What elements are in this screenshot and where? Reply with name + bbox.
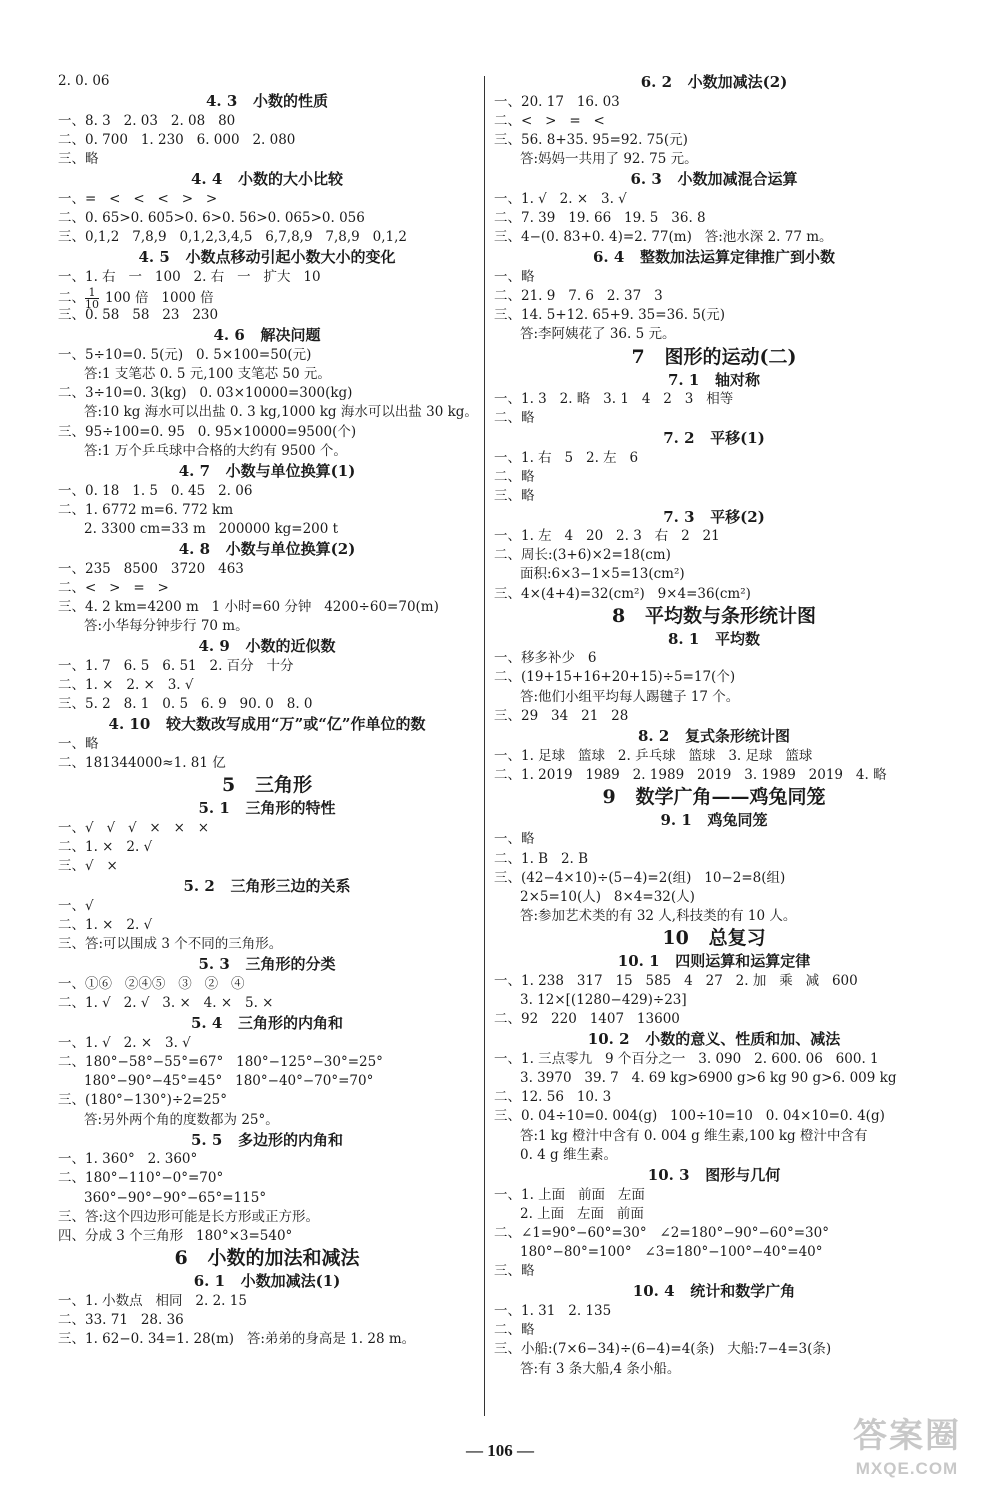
section-heading: 9. 1 鸡兔同笼 — [660, 810, 768, 829]
answer-line: 一、1. 三点零九 9 个百分之一 3. 090 2. 600. 06 600. 1 — [494, 1050, 879, 1067]
answer-line: 三、4×(4+4)=32(cm²) 9×4=36(cm²) — [494, 585, 751, 602]
answer-line: 三、29 34 21 28 — [494, 707, 629, 724]
answer-line: 2. 0. 06 — [58, 73, 110, 89]
answer-line: 二、1. × 2. × 3. √ — [58, 677, 194, 693]
answer-line: 一、1. 31 2. 135 — [494, 1302, 612, 1319]
answer-line: 四、分成 3 个三角形 180°×3=540° — [58, 1227, 293, 1244]
section-heading: 10. 1 四则运算和运算定律 — [617, 952, 811, 971]
answer-line: 三、答:可以围成 3 个不同的三角形。 — [58, 936, 283, 953]
section-heading: 8. 1 平均数 — [668, 629, 760, 648]
answer-line: 二、92 220 1407 13600 — [494, 1011, 680, 1028]
section-heading: 4. 7 小数与单位换算(1) — [178, 462, 356, 480]
answer-prefix: 二、 — [58, 290, 85, 306]
answer-line: 三、(42−4×10)÷(5−4)=2(组) 10−2=8(组) — [494, 869, 786, 886]
page-number-value: 106 — [487, 1441, 513, 1460]
answer-line: 二、1. √ 2. √ 3. × 4. × 5. × — [58, 995, 274, 1012]
answer-line: 一、略 — [58, 735, 99, 752]
answer-line: 一、略 — [494, 268, 535, 285]
answer-line-indented: 答:另外两个角的度数都为 25°。 — [84, 1111, 279, 1128]
answer-line: 三、√ × — [58, 858, 118, 875]
answer-line-indented: 答:李阿姨花了 36. 5 元。 — [520, 326, 676, 343]
answer-line: 三、14. 5+12. 65+9. 35=36. 5(元) — [494, 307, 725, 324]
chapter-heading: 9 数学广角——鸡兔同笼 — [602, 785, 826, 808]
answer-line: 三、4−(0. 83+0. 4)=2. 77(m) 答:池水深 2. 77 m。 — [494, 229, 833, 246]
answer-line: 一、1. 7 6. 5 6. 51 2. 百分 十分 — [58, 657, 294, 674]
answer-line: 二、3÷10=0. 3(kg) 0. 03×10000=300(kg) — [58, 385, 353, 402]
answer-line: 一、1. 左 4 20 2. 3 右 2 21 — [494, 528, 720, 544]
section-heading: 10. 4 统计和数学广角 — [632, 1282, 796, 1301]
section-heading: 5. 3 三角形的分类 — [198, 955, 336, 974]
answer-line: 二、1. 2019 1989 2. 1989 2019 3. 1989 2019 4. 略 — [494, 766, 887, 783]
answer-line-indented: 答:小华每分钟步行 70 m。 — [84, 618, 249, 635]
answer-line: 二、1. × 2. √ — [58, 838, 153, 855]
section-heading: 4. 3 小数的性质 — [206, 92, 328, 111]
answer-line-indented: 2. 上面 左面 前面 — [520, 1205, 644, 1222]
chapter-heading: 5 三角形 — [221, 774, 313, 797]
section-heading: 5. 1 三角形的特性 — [198, 799, 336, 818]
answer-line: 二、12. 56 10. 3 — [494, 1089, 612, 1106]
answer-line: 三、略 — [494, 1263, 535, 1280]
answer-line: 三、略 — [494, 488, 535, 505]
chapter-heading: 6 小数的加法和减法 — [174, 1247, 360, 1270]
answer-line: 一、235 8500 3720 463 — [58, 560, 244, 577]
answer-line-indented: 180°−80°=100° ∠3=180°−100°−40°=40° — [520, 1244, 823, 1261]
answer-line: 三、小船:(7×6−34)÷(6−4)=4(条) 大船:7−4=3(条) — [494, 1341, 832, 1358]
answer-line: 一、1. 右 5 2. 左 6 — [494, 449, 639, 466]
right-column — [494, 72, 934, 1379]
chapter-heading: 8 平均数与条形统计图 — [611, 604, 817, 627]
answer-line: 三、0. 58 58 23 230 — [58, 307, 219, 324]
answer-line-indented: 3. 3970 39. 7 4. 69 kg>6900 g>6 kg 90 g>6. 009 kg — [520, 1070, 897, 1087]
section-heading: 10. 2 小数的意义、性质和加、减法 — [587, 1030, 841, 1049]
page-number: — 106 — — [466, 1441, 534, 1460]
answer-line: 二、180°−110°−0°=70° — [58, 1170, 224, 1187]
answer-line-indented: 答:参加艺术类的有 32 人,科技类的有 10 人。 — [520, 908, 797, 925]
answer-line: 二、(19+15+16+20+15)÷5=17(个) — [494, 669, 736, 686]
column-divider — [484, 76, 485, 1416]
answer-line: 二、< > = > — [58, 579, 169, 596]
answer-line: 一、1. 足球 篮球 2. 乒乓球 篮球 3. 足球 篮球 — [494, 747, 813, 764]
answer-line: 一、①⑥ ②④⑤ ③ ② ④ — [58, 975, 245, 992]
answer-line-indented: 答:1 万个乒乓球中合格的大约有 9500 个。 — [84, 442, 347, 459]
section-heading: 5. 4 三角形的内角和 — [191, 1014, 343, 1033]
answer-line: 三、1. 62−0. 34=1. 28(m) 答:弟弟的身高是 1. 28 m。 — [58, 1331, 416, 1347]
section-heading: 10. 3 图形与几何 — [647, 1166, 781, 1184]
answer-line: 三、略 — [58, 151, 99, 168]
answer-line-indented: 答:他们小组平均每人踢毽子 17 个。 — [520, 688, 740, 705]
answer-line: 二、< > = < — [494, 112, 605, 129]
answer-line-indented: 面积:6×3−1×5=13(cm²) — [520, 566, 685, 583]
section-heading: 6. 4 整数加法运算定律推广到小数 — [593, 248, 835, 267]
answer-line-indented: 答:1 支笔芯 0. 5 元,100 支笔芯 50 元。 — [84, 366, 331, 383]
section-heading: 8. 2 复式条形统计图 — [638, 727, 790, 745]
section-heading: 6. 2 小数加减法(2) — [640, 73, 788, 91]
section-heading: 4. 8 小数与单位换算(2) — [178, 540, 356, 559]
section-heading: 4. 9 小数的近似数 — [198, 637, 336, 656]
answer-line-indented: 答:1 kg 橙汁中含有 0. 004 g 维生素,100 kg 橙汁中含有 — [520, 1127, 868, 1144]
fraction-denominator: 10 — [85, 298, 99, 311]
answer-line-indented: 答:有 3 条大船,4 条小船。 — [520, 1360, 681, 1377]
answer-line: 一、√ — [58, 897, 94, 914]
fraction-numerator: 1 — [85, 287, 99, 299]
answer-line-indented: 答:10 kg 海水可以出盐 0. 3 kg,1000 kg 海水可以出盐 30 kg。 — [84, 404, 478, 421]
answer-text: 100 倍 1000 倍 — [105, 290, 214, 306]
answer-line: 二、略 — [494, 410, 535, 427]
answer-line: 二、1. × 2. √ — [58, 917, 153, 933]
answer-line: 一、8. 3 2. 03 2. 08 80 — [58, 112, 236, 129]
answer-line: 二、7. 39 19. 66 19. 5 36. 8 — [494, 209, 706, 226]
answer-line-indented: 2×5=10(人) 8×4=32(人) — [520, 888, 695, 905]
answer-line: 一、5÷10=0. 5(元) 0. 5×100=50(元) — [58, 346, 312, 363]
answer-line-indented: 3. 12×[(1280−429)÷23] — [520, 992, 687, 1008]
answer-line: 三、0,1,2 7,8,9 0,1,2,3,4,5 6,7,8,9 7,8,9 0,1,2 — [58, 229, 407, 246]
answer-line: 一、1. √ 2. × 3. √ — [494, 190, 627, 207]
answer-line: 一、1. 238 317 15 585 4 27 2. 加 乘 减 600 — [494, 972, 858, 989]
answer-line — [58, 286, 476, 311]
answer-line: 三、0. 04÷10=0. 004(g) 100÷10=10 0. 04×10=0. 4(g) — [494, 1108, 885, 1125]
answer-line-indented: 360°−90°−90°−65°=115° — [84, 1189, 267, 1206]
section-heading: 5. 5 多边形的内角和 — [191, 1130, 343, 1149]
answer-line: 二、略 — [494, 1322, 535, 1339]
section-heading: 6. 3 小数加减混合运算 — [630, 170, 798, 189]
answer-line: 一、1. 右 一 100 2. 右 一 扩大 10 — [58, 268, 321, 285]
answer-line: 二、181344000≈1. 81 亿 — [58, 755, 226, 772]
answer-line: 三、56. 8+35. 95=92. 75(元) — [494, 131, 688, 148]
answer-line-indented: 答:妈妈一共用了 92. 75 元。 — [520, 151, 698, 168]
left-column — [58, 72, 476, 1349]
answer-line: 三、答:这个四边形可能是长方形或正方形。 — [58, 1208, 320, 1225]
answer-line: 三、95÷100=0. 95 0. 95×10000=9500(个) — [58, 423, 357, 440]
watermark-logo: 答案圈 MXQE.COM — [853, 1416, 961, 1478]
answer-line: 一、移多补少 6 — [494, 650, 597, 667]
section-heading: 4. 10 较大数改写成用“万”或“亿”作单位的数 — [108, 715, 426, 734]
answer-line: 二、33. 71 28. 36 — [58, 1311, 184, 1328]
answer-line: 二、周长:(3+6)×2=18(cm) — [494, 547, 671, 564]
section-heading: 7. 1 轴对称 — [668, 370, 760, 389]
answer-line-indented: 2. 3300 cm=33 m 200000 kg=200 t — [84, 520, 339, 537]
answer-line: 一、1. 小数点 相同 2. 2. 15 — [58, 1292, 247, 1309]
answer-line: 二、0. 65>0. 605>0. 6>0. 56>0. 065>0. 056 — [58, 209, 365, 226]
answer-line: 二、1. B 2. B — [494, 850, 589, 867]
answer-line: 一、1. √ 2. × 3. √ — [58, 1034, 191, 1051]
answer-line: 三、5. 2 8. 1 0. 5 6. 9 90. 0 8. 0 — [58, 696, 313, 713]
answer-line: 二、略 — [494, 469, 535, 486]
answer-line: 一、0. 18 1. 5 0. 45 2. 06 — [58, 482, 253, 499]
section-heading: 7. 3 平移(2) — [663, 507, 765, 526]
section-heading: 7. 2 平移(1) — [663, 429, 765, 448]
section-heading: 4. 4 小数的大小比较 — [191, 170, 343, 189]
answer-line-indented: 0. 4 g 维生素。 — [520, 1146, 617, 1163]
answer-line: 一、1. 上面 前面 左面 — [494, 1186, 645, 1203]
section-heading: 4. 6 解决问题 — [213, 326, 321, 345]
answer-line: 三、4. 2 km=4200 m 1 小时=60 分钟 4200÷60=70(m) — [58, 598, 439, 615]
answer-line: 二、0. 700 1. 230 6. 000 2. 080 — [58, 131, 296, 148]
answer-line: 一、1. 3 2. 略 3. 1 4 2 3 相等 — [494, 391, 734, 408]
section-heading: 6. 1 小数加减法(1) — [193, 1272, 341, 1291]
answer-line: 一、略 — [494, 831, 535, 848]
answer-line: 二、21. 9 7. 6 2. 37 3 — [494, 288, 663, 304]
answer-line: 一、20. 17 16. 03 — [494, 93, 620, 110]
section-heading: 5. 2 三角形三边的关系 — [183, 877, 351, 896]
answer-line: 二、1. 6772 m=6. 772 km — [58, 501, 234, 518]
answer-line: 一、1. 360° 2. 360° — [58, 1151, 198, 1168]
section-heading: 4. 5 小数点移动引起小数大小的变化 — [138, 248, 396, 267]
answer-line: 二、180°−58°−55°=67° 180°−125°−30°=25° — [58, 1053, 383, 1070]
answer-line: 二、∠1=90°−60°=30° ∠2=180°−90°−60°=30° — [494, 1224, 829, 1241]
chapter-heading: 10 总复习 — [662, 927, 766, 950]
answer-line: 三、(180°−130°)÷2=25° — [58, 1092, 228, 1109]
answer-line: 一、= < < < > > — [58, 190, 218, 207]
answer-line-indented: 180°−90°−45°=45° 180°−40°−70°=70° — [84, 1073, 374, 1090]
chapter-heading: 7 图形的运动(二) — [631, 345, 797, 368]
answer-line: 一、√ √ √ × × × — [58, 819, 210, 836]
